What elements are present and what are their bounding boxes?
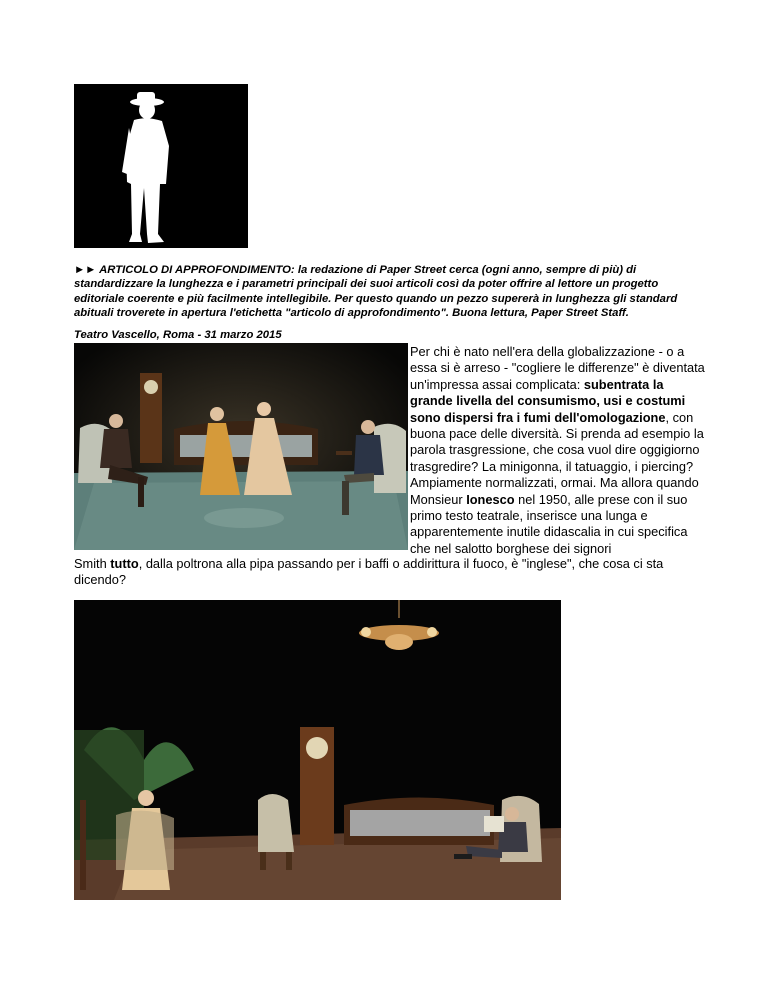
paper-street-logo [74,84,287,316]
article-text-bold: tutto [110,556,139,571]
article-text: Per chi è nato nell'era della globalizzazione - o a essa si è arreso - "cogliere le differenze" è diventata un'impressa assai complicata: [410,344,705,392]
silhouette-figure-icon [74,84,248,248]
stage-photo-2 [74,600,561,900]
article-text: , con buona pace delle diversità. Si prenda ad esempio la parola trasgressione, che cosa vuol dire oggigiorno trasgredire? La minigonna, il tatuaggio, i piercing? Ampiamente normalizzati, ormai. Ma allora quando Monsieur [410,409,704,507]
author-name: Ionesco [466,491,515,507]
stage-photo-1 [74,343,408,550]
article-text: nel 1950, alle prese con il suo primo testo teatrale, inserisce una lunga e apparentemente inutile didascalia in cui specifica che nel salotto borghese dei signori [410,491,688,556]
article-intro-note: ►► ARTICOLO DI APPROFONDIMENTO: la redazione di Paper Street cerca (ogni anno, sempre di più) di standardizzare la lunghezza e i parametri principali dei suoi articoli così da poter offrire al lettore un progetto editoriale coerente e più facilmente intellegibile. Per questo quando un pezzo supererà in lunghezza gli standard abituali troverete in apertura l'etichetta "articolo di approfondimento". Buona lettura, Paper Street Staff. [74,264,678,320]
article-paragraph-continuation [74,556,714,589]
article-paragraph [410,344,706,557]
venue-date: Teatro Vascello, Roma - 31 marzo 2015 [74,329,282,341]
logo-text: [paper street] [257,155,287,316]
article-text: , dalla poltrona alla pipa passando per i baffi o addirittura il fuoco, è "inglese", che cosa ci sta dicendo? [74,556,664,588]
article-text-bold: subentrata la grande livella del consumismo, usi e costumi sono dispersi fra i fumi dell'omologazione [410,376,686,425]
article-text: Smith [74,556,111,571]
